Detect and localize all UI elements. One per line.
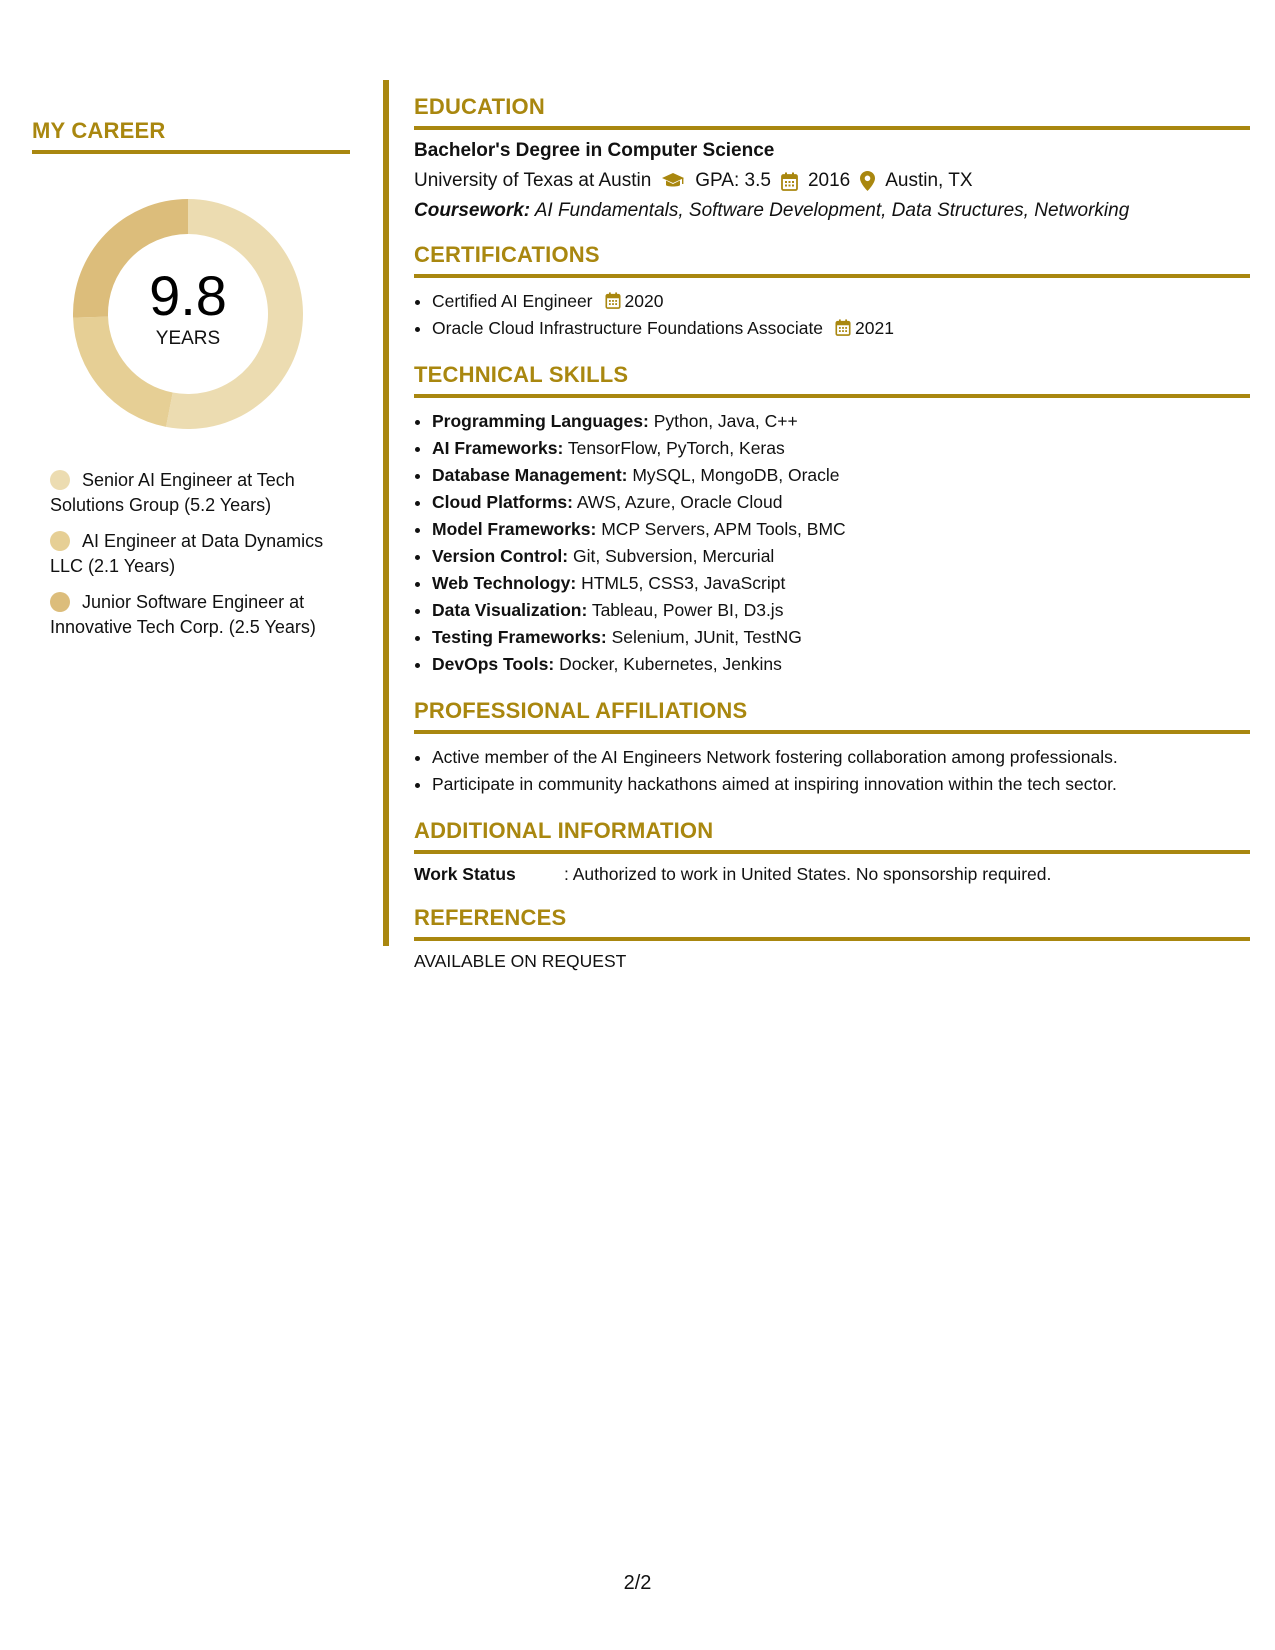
gpa: GPA: 3.5 [695, 170, 771, 191]
skill-value: Selenium, JUnit, TestNG [611, 627, 802, 647]
certifications-section [414, 242, 1250, 342]
skill-value: MySQL, MongoDB, Oracle [632, 465, 840, 485]
skill-label: Web Technology: [432, 573, 577, 593]
skill-label: Model Frameworks: [432, 519, 597, 539]
calendar-icon [605, 292, 621, 309]
work-status-label: Work Status [414, 864, 516, 884]
certification-name: Oracle Cloud Infrastructure Foundations Associate [432, 318, 824, 338]
calendar-icon [835, 319, 851, 336]
legend-item [50, 529, 350, 579]
legend-dot [50, 592, 70, 612]
references-section [414, 905, 1250, 972]
education-title: EDUCATION [414, 94, 1250, 130]
certifications-title: CERTIFICATIONS [414, 242, 1250, 278]
career-donut-chart [68, 194, 308, 434]
skill-item [432, 462, 1250, 489]
education-details [414, 170, 1250, 192]
skill-label: AI Frameworks: [432, 438, 564, 458]
total-years-value: 9.8 [149, 264, 227, 327]
skill-label: Cloud Platforms: [432, 492, 573, 512]
skills-section [414, 362, 1250, 678]
skill-label: Programming Languages: [432, 411, 649, 431]
skill-label: Data Visualization: [432, 600, 588, 620]
skill-item [432, 408, 1250, 435]
legend-label: Junior Software Engineer at Innovative Tech Corp. (2.5 Years) [50, 592, 316, 637]
page-number: 2/2 [623, 1572, 652, 1594]
skill-item [432, 651, 1250, 678]
skill-label: Testing Frameworks: [432, 627, 607, 647]
skill-value: HTML5, CSS3, JavaScript [581, 573, 786, 593]
certification-year: 2020 [624, 291, 664, 311]
legend-item [50, 468, 350, 518]
certification-name: Certified AI Engineer [432, 291, 593, 311]
certification-item [432, 315, 1250, 342]
graduation-year: 2016 [807, 170, 851, 191]
skills-title: TECHNICAL SKILLS [414, 362, 1250, 398]
skill-item [432, 570, 1250, 597]
skill-value: AWS, Azure, Oracle Cloud [576, 492, 783, 512]
skill-value: Docker, Kubernetes, Jenkins [559, 654, 782, 674]
legend-dot [50, 470, 70, 490]
skill-label: Version Control: [432, 546, 569, 566]
school-location: Austin, TX [885, 170, 973, 191]
column-divider [383, 80, 389, 946]
certifications-list [414, 288, 1250, 342]
coursework-label: Coursework: [414, 200, 531, 221]
additional-info-section [414, 818, 1250, 885]
skill-label: Database Management: [432, 465, 628, 485]
skill-value: Git, Subversion, Mercurial [573, 546, 775, 566]
affiliations-section [414, 698, 1250, 798]
work-status-value: : Authorized to work in United States. No sponsorship required. [564, 864, 1052, 884]
skill-value: TensorFlow, PyTorch, Keras [567, 438, 785, 458]
skill-item [432, 543, 1250, 570]
career-sidebar [32, 118, 350, 651]
skills-list [414, 408, 1250, 678]
certification-item [432, 288, 1250, 315]
legend-label: AI Engineer at Data Dynamics LLC (2.1 Years) [50, 531, 324, 576]
skill-value: MCP Servers, APM Tools, BMC [601, 519, 846, 539]
donut-center [68, 194, 308, 434]
affiliations-title: PROFESSIONAL AFFILIATIONS [414, 698, 1250, 734]
legend-label: Senior AI Engineer at Tech Solutions Group (5.2 Years) [50, 470, 295, 515]
affiliation-item: • Active member of the AI Engineers Network fostering collaboration among professionals. [432, 744, 1250, 771]
skill-item [432, 435, 1250, 462]
graduation-cap-icon [661, 172, 685, 190]
certification-year: 2021 [855, 318, 894, 338]
degree-title: Bachelor's Degree in Computer Science [414, 140, 775, 161]
coursework-list: AI Fundamentals, Software Development, Data Structures, Networking [534, 200, 1130, 221]
total-years-unit: YEARS [155, 328, 221, 349]
education-section [414, 94, 1250, 222]
additional-info-title: ADDITIONAL INFORMATION [414, 818, 1250, 854]
school-name: University of Texas at Austin [414, 170, 652, 191]
skill-label: DevOps Tools: [432, 654, 555, 674]
work-status-row [414, 864, 1250, 885]
affiliations-list [414, 744, 1250, 798]
skill-value: Python, Java, C++ [653, 411, 798, 431]
references-title: REFERENCES [414, 905, 1250, 941]
map-pin-icon [860, 171, 875, 191]
skill-value: Tableau, Power BI, D3.js [591, 600, 784, 620]
skill-item [432, 489, 1250, 516]
affiliation-item: • Participate in community hackathons aimed at inspiring innovation within the tech sector. [432, 771, 1250, 798]
legend-dot [50, 531, 70, 551]
main-content [414, 94, 1250, 992]
career-legend [50, 468, 350, 640]
skill-item [432, 624, 1250, 651]
calendar-icon [781, 172, 798, 191]
skill-item [432, 516, 1250, 543]
career-title: MY CAREER [32, 118, 350, 154]
legend-item [50, 590, 350, 640]
references-text: AVAILABLE ON REQUEST [414, 951, 627, 971]
skill-item [432, 597, 1250, 624]
coursework [414, 200, 1250, 222]
